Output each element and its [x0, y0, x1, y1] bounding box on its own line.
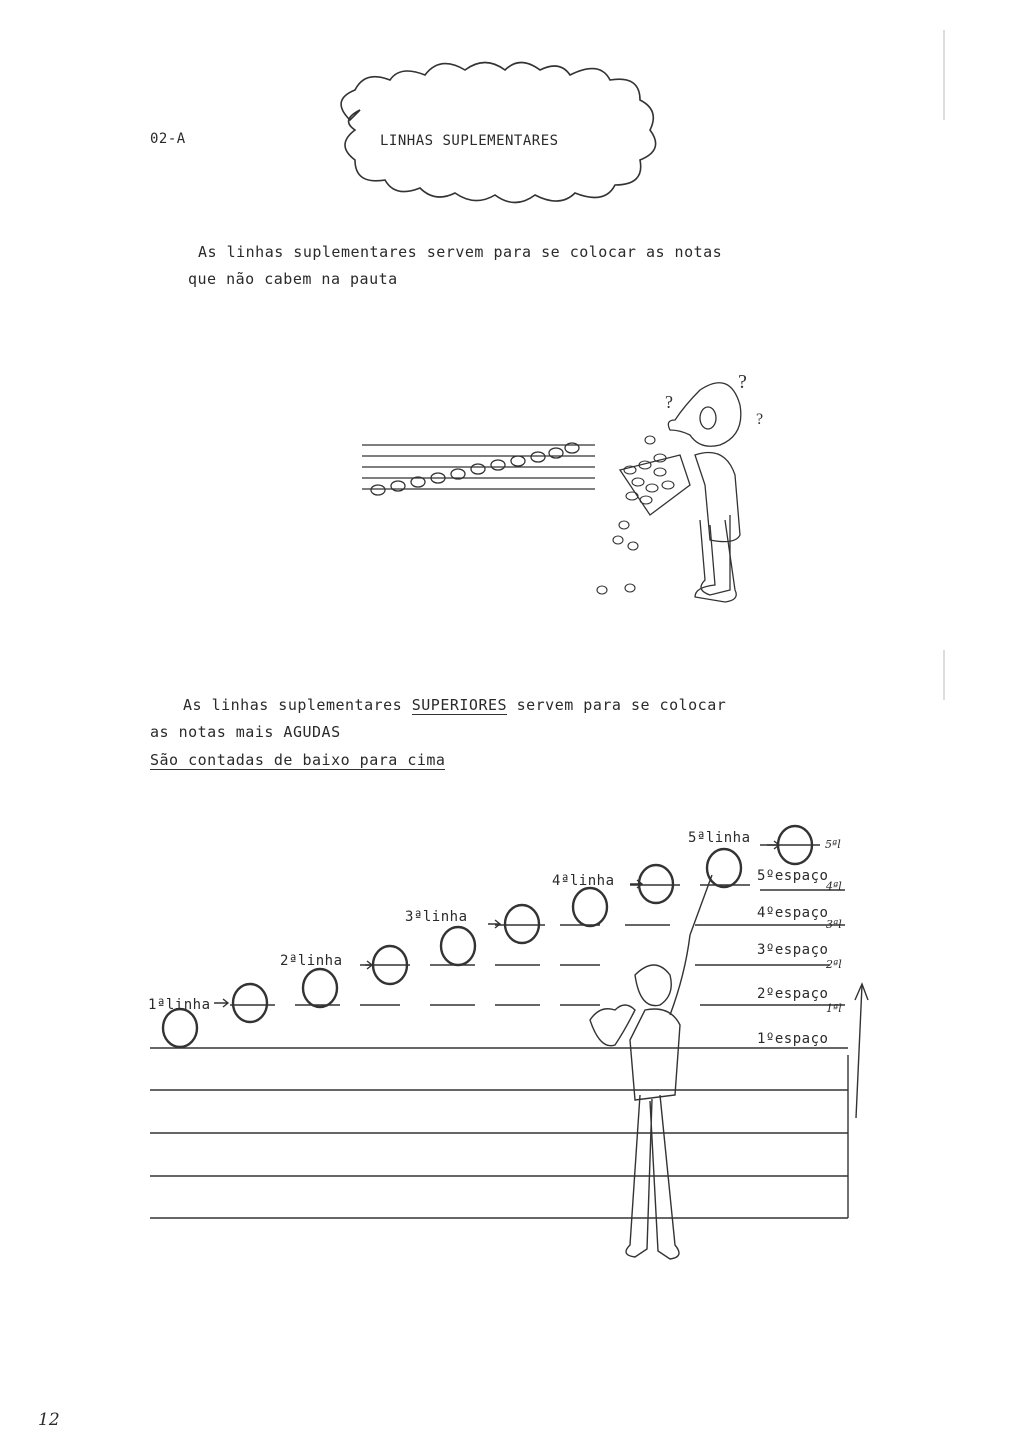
abbrev-3l: 3ªl [826, 918, 842, 931]
svg-text:?: ? [738, 371, 747, 393]
space-label-3: 3ºespaço [757, 942, 829, 958]
line-label-2: 2ªlinha [280, 953, 343, 969]
superiores-text-a: As linhas suplementares [183, 696, 412, 714]
abbrev-2l: 2ªl [826, 958, 842, 971]
space-label-2: 2ºespaço [757, 986, 829, 1002]
abbrev-4l: 4ªl [826, 880, 842, 893]
intro-line-2: que não cabem na pauta [188, 270, 398, 288]
superiores-line-3: São contadas de baixo para cima [150, 751, 446, 769]
intro-line-1: As linhas suplementares servem para se colocar as notas [198, 243, 723, 261]
page-title: LINHAS SUPLEMENTARES [380, 133, 559, 149]
line-label-1: 1ªlinha [148, 997, 211, 1013]
space-label-4: 4ºespaço [757, 905, 829, 921]
section-code: 02-A [150, 131, 186, 147]
svg-text:?: ? [756, 411, 764, 428]
abbrev-1l: 1ªl [826, 1002, 842, 1015]
page-number: 12 [38, 1410, 60, 1430]
superiores-text-c: servem para se colocar [507, 696, 727, 714]
superiores-keyword: SUPERIORES [411, 696, 508, 714]
superiores-line-2: as notas mais AGUDAS [150, 723, 341, 741]
space-label-5: 5ºespaço [757, 868, 829, 884]
line-label-5: 5ªlinha [688, 830, 751, 846]
abbrev-5l: 5ªl [825, 838, 841, 851]
line-label-3: 3ªlinha [405, 909, 468, 925]
superiores-line-1 [183, 696, 726, 714]
line-label-4: 4ªlinha [552, 873, 615, 889]
space-label-1: 1ºespaço [757, 1031, 829, 1047]
svg-text:?: ? [665, 392, 673, 412]
